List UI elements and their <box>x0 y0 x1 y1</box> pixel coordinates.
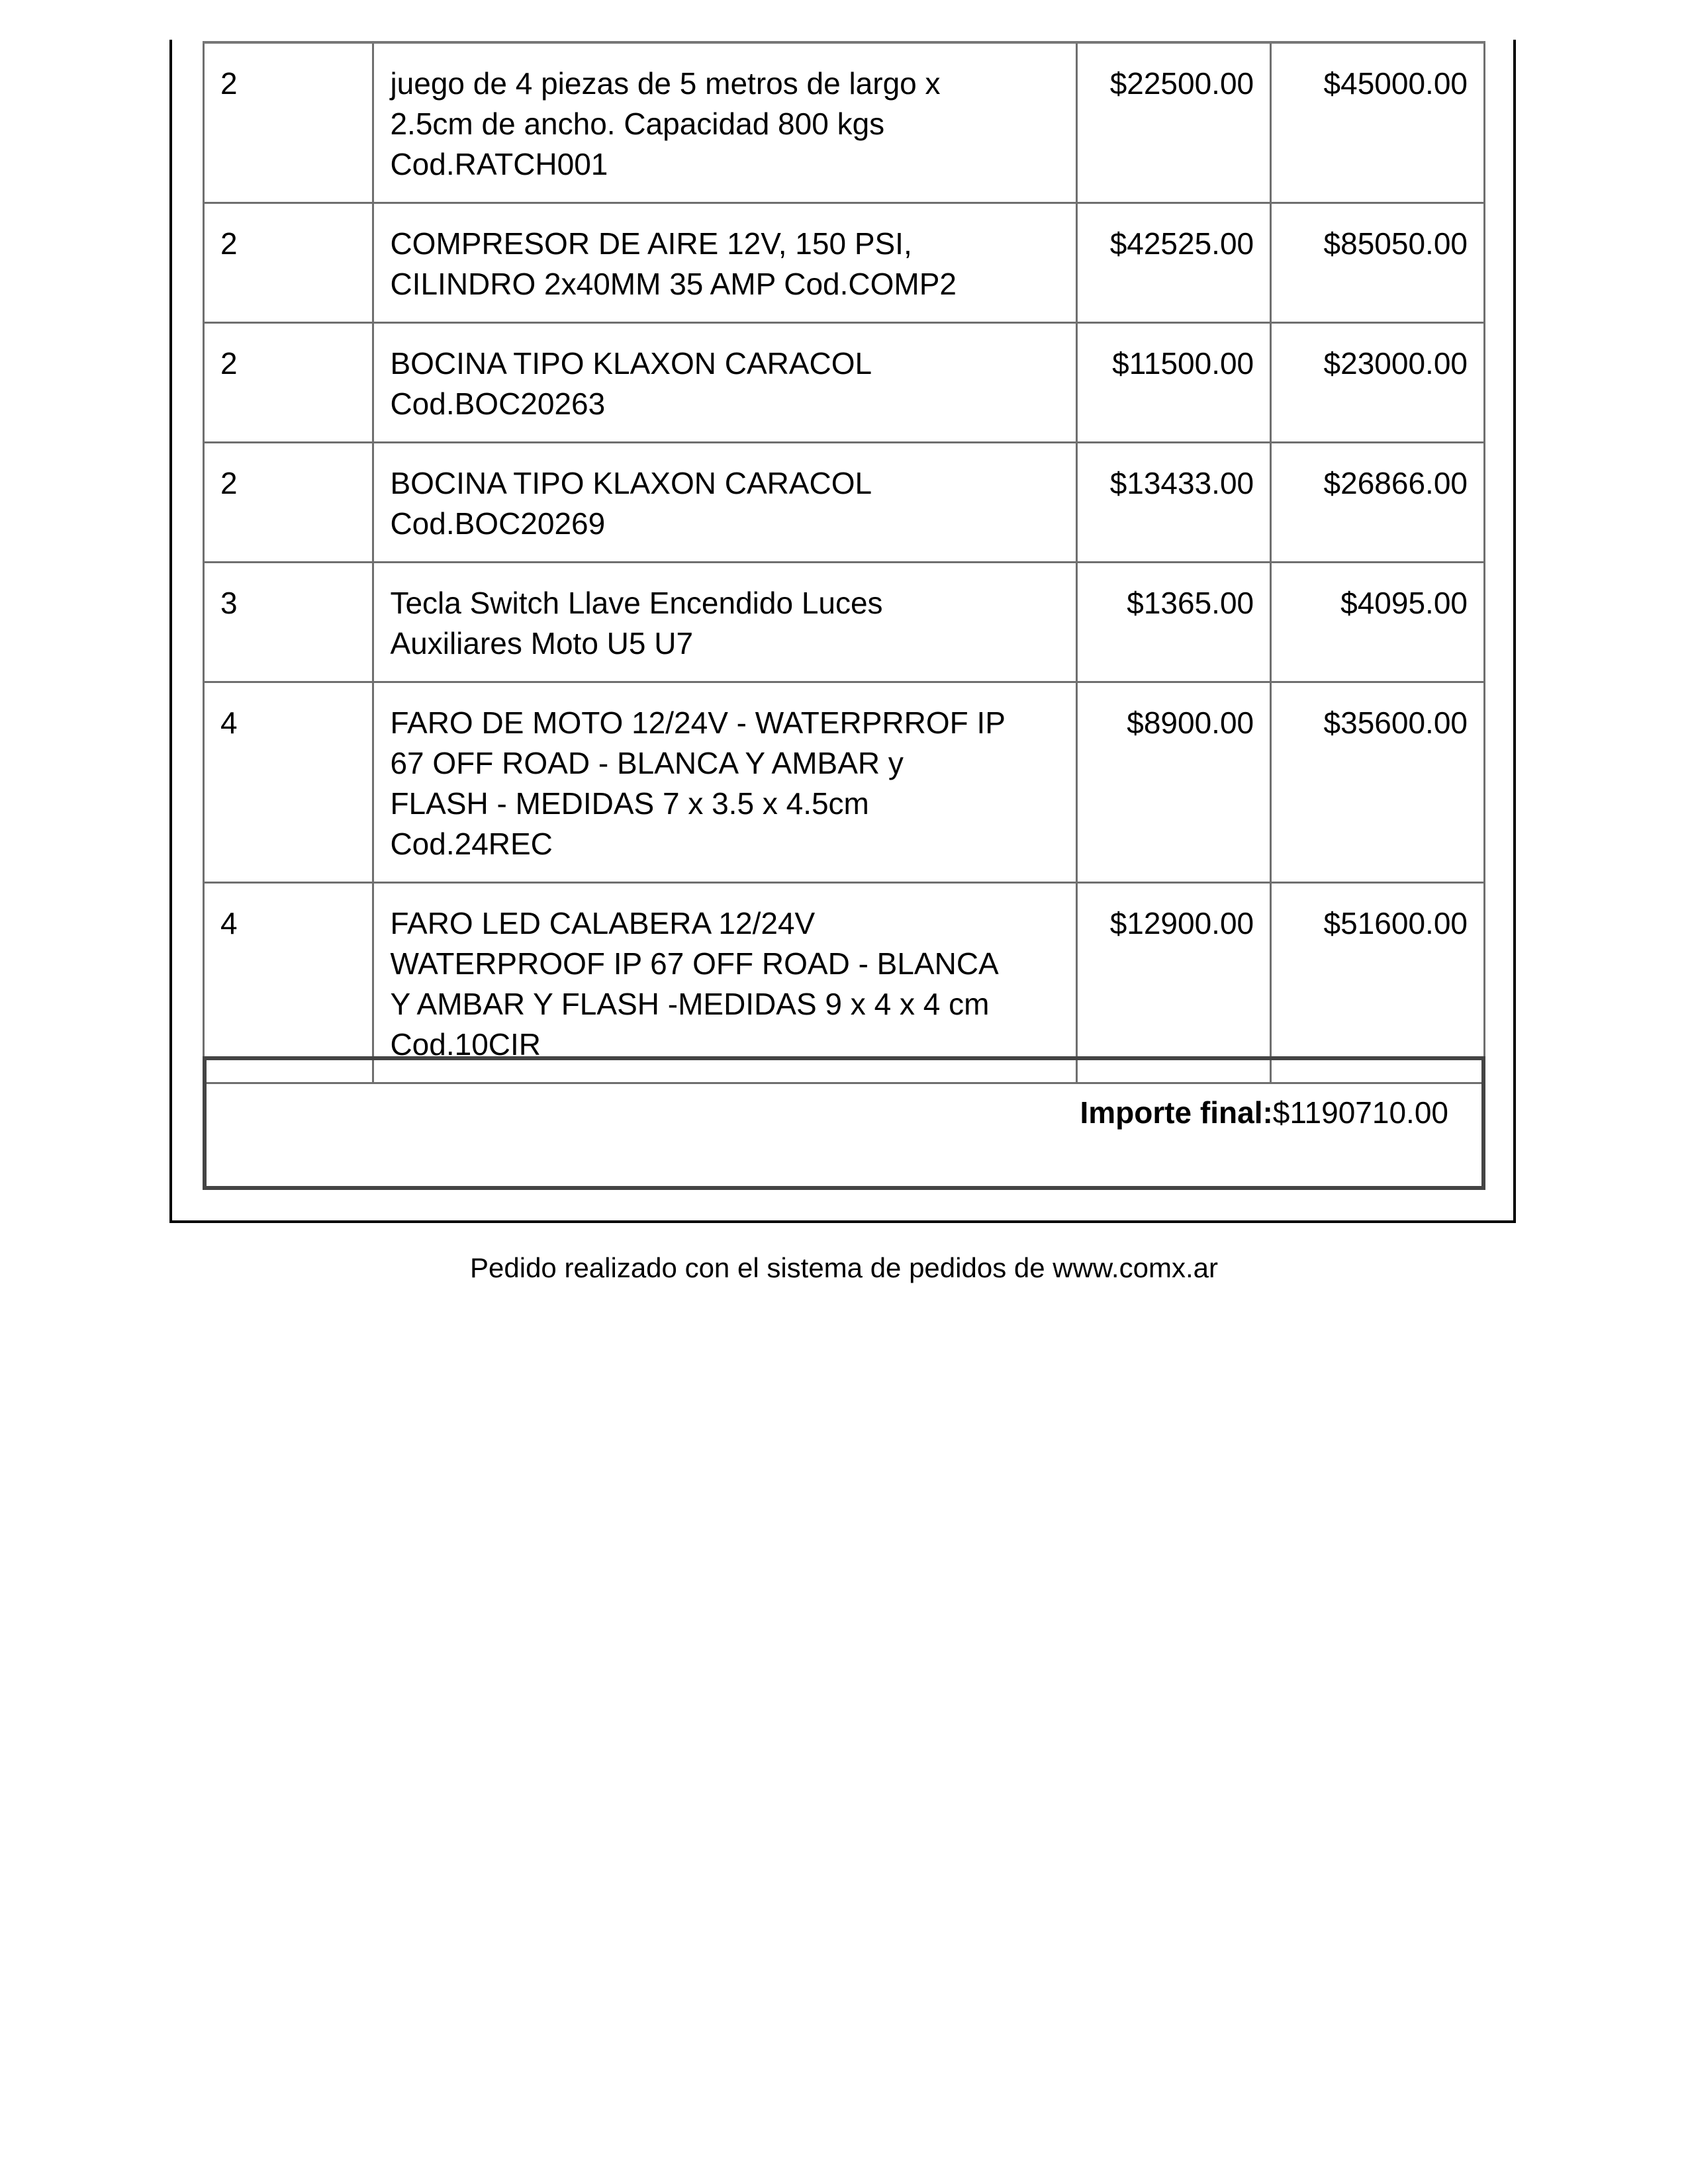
unit-price-cell: $11500.00 <box>1077 323 1271 443</box>
description-cell <box>373 563 1077 682</box>
line-total-cell: $4095.00 <box>1271 563 1485 682</box>
line-total-cell: $23000.00 <box>1271 323 1485 443</box>
unit-price-cell: $12900.00 <box>1077 883 1271 1083</box>
description-line: FLASH - MEDIDAS 7 x 3.5 x 4.5cm <box>390 786 869 821</box>
quantity-cell: 4 <box>204 682 373 883</box>
description-cell <box>373 443 1077 563</box>
description-line: juego de 4 piezas de 5 metros de largo x <box>390 66 941 101</box>
line-total-cell: $45000.00 <box>1271 42 1485 203</box>
description-cell <box>373 323 1077 443</box>
line-total-cell: $26866.00 <box>1271 443 1485 563</box>
table-row <box>204 563 1485 682</box>
table-row <box>204 42 1485 203</box>
description-line: COMPRESOR DE AIRE 12V, 150 PSI, <box>390 226 912 261</box>
description-line: Cod.BOC20269 <box>390 506 606 541</box>
unit-price-cell: $1365.00 <box>1077 563 1271 682</box>
description-line: CILINDRO 2x40MM 35 AMP Cod.COMP2 <box>390 267 957 301</box>
description-line: Cod.24REC <box>390 827 553 861</box>
description-cell <box>373 203 1077 323</box>
description-line: Tecla Switch Llave Encendido Luces <box>390 586 883 620</box>
order-items-table <box>203 41 1485 1084</box>
description-line: WATERPROOF IP 67 OFF ROAD - BLANCA <box>390 946 999 981</box>
quantity-cell: 2 <box>204 203 373 323</box>
quantity-cell: 4 <box>204 883 373 1083</box>
description-line: 67 OFF ROAD - BLANCA Y AMBAR y <box>390 746 904 780</box>
line-total-cell: $85050.00 <box>1271 203 1485 323</box>
description-line: Y AMBAR Y FLASH -MEDIDAS 9 x 4 x 4 cm <box>390 987 990 1021</box>
line-total-cell: $35600.00 <box>1271 682 1485 883</box>
final-amount-value: $1190710.00 <box>1272 1095 1448 1130</box>
quantity-cell: 2 <box>204 323 373 443</box>
quantity-cell: 3 <box>204 563 373 682</box>
final-amount-line <box>1080 1095 1448 1130</box>
final-amount-label: Importe final: <box>1080 1095 1273 1130</box>
order-items-body <box>204 42 1485 1083</box>
unit-price-cell: $22500.00 <box>1077 42 1271 203</box>
description-line: BOCINA TIPO KLAXON CARACOL <box>390 466 872 500</box>
table-row <box>204 682 1485 883</box>
unit-price-cell: $42525.00 <box>1077 203 1271 323</box>
table-row <box>204 203 1485 323</box>
table-row <box>204 323 1485 443</box>
description-line: Auxiliares Moto U5 U7 <box>390 626 694 660</box>
description-line: 2.5cm de ancho. Capacidad 800 kgs <box>390 107 885 141</box>
description-line: Cod.10CIR <box>390 1027 541 1062</box>
table-row <box>204 883 1485 1083</box>
line-total-cell: $51600.00 <box>1271 883 1485 1083</box>
description-cell <box>373 682 1077 883</box>
description-line: FARO LED CALABERA 12/24V <box>390 906 816 940</box>
unit-price-cell: $13433.00 <box>1077 443 1271 563</box>
footer-note: Pedido realizado con el sistema de pedidos de www.comx.ar <box>470 1252 1218 1283</box>
unit-price-cell: $8900.00 <box>1077 682 1271 883</box>
quantity-cell: 2 <box>204 443 373 563</box>
quantity-cell: 2 <box>204 42 373 203</box>
description-line: Cod.RATCH001 <box>390 147 608 181</box>
description-line: FARO DE MOTO 12/24V - WATERPRROF IP <box>390 705 1006 740</box>
table-row <box>204 443 1485 563</box>
description-cell <box>373 42 1077 203</box>
description-line: Cod.BOC20263 <box>390 387 606 421</box>
final-amount-box <box>203 1056 1485 1190</box>
description-cell <box>373 883 1077 1083</box>
description-line: BOCINA TIPO KLAXON CARACOL <box>390 346 872 381</box>
